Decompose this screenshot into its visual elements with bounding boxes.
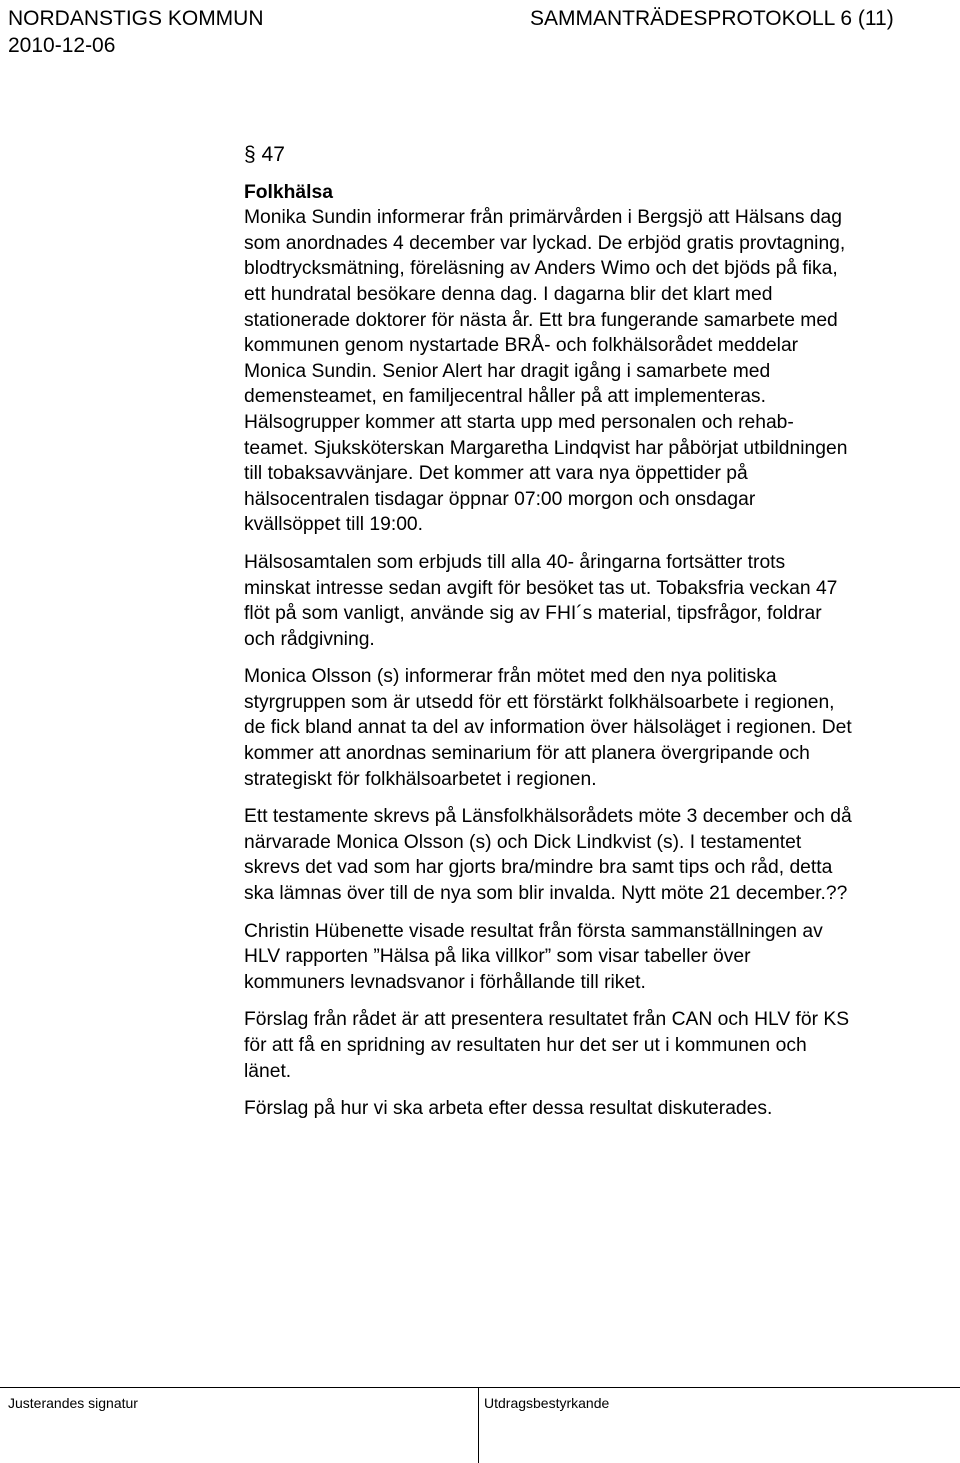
paragraph <box>244 1007 944 1084</box>
paragraph-line: Monica Sundin. Senior Alert har dragit igång i samarbete med <box>244 360 771 382</box>
paragraph-line: skrevs det vad som har gjorts bra/mindre bra samt tips och råd, detta <box>244 857 833 879</box>
section-title: Folkhälsa <box>244 181 333 203</box>
paragraph <box>244 804 944 906</box>
paragraph-line: ett hundratal besökare denna dag. I dagarna blir det klart med <box>244 283 773 305</box>
paragraph-line: demensteamet, en familjecentral håller på att implementeras. <box>244 386 766 408</box>
paragraph-line: Christin Hübenette visade resultat från första sammanställningen av <box>244 920 823 942</box>
paragraph-line: flöt på som vanligt, använde sig av FHI´s material, tipsfrågor, foldrar <box>244 603 822 625</box>
page-header <box>8 5 924 57</box>
section-number: § 47 <box>244 143 285 166</box>
footer-divider <box>478 1387 479 1463</box>
extract-label: Utdragsbestyrkande <box>484 1395 610 1411</box>
paragraph-line: kommuners levnadsvanor i förhållande till riket. <box>244 971 646 993</box>
paragraph-line: blodtrycksmätning, föreläsning av Anders Wimo och det bjöds på fika, <box>244 258 838 280</box>
paragraph-line: Monika Sundin informerar från primärvården i Bergsjö att Hälsans dag <box>244 207 843 229</box>
paragraph <box>244 1096 944 1122</box>
paragraph-line: för att få en spridning av resultaten hur det ser ut i kommunen och <box>244 1035 807 1056</box>
paragraph-list <box>244 205 944 1122</box>
paragraph-line: stationerade doktorer för nästa år. Ett bra fungerande samarbete med <box>244 309 838 331</box>
paragraph-line: som anordnades 4 december var lyckad. De erbjöd gratis provtagning, <box>244 232 846 254</box>
paragraph-line: hälsocentralen tisdagar öppnar 07:00 morgon och onsdagar <box>244 488 756 510</box>
paragraph-line: närvarade Monica Olsson (s) och Dick Lindkvist (s). I testamentet <box>244 831 802 853</box>
paragraph-line: de fick bland annat ta del av information över hälsoläget i regionen. Det <box>244 717 852 739</box>
meeting-date: 2010-12-06 <box>8 34 116 57</box>
signature-label: Justerandes signatur <box>8 1395 138 1411</box>
paragraph <box>244 205 944 538</box>
paragraph-line: ska lämnas över till de nya som blir invalda. Nytt möte 21 december.?? <box>244 883 848 905</box>
paragraph-line: teamet. Sjuksköterskan Margaretha Lindqvist har påbörjat utbildningen <box>244 437 848 459</box>
paragraph-line: minskat intresse sedan avgift för besöket tas ut. Tobaksfria veckan 47 <box>244 577 838 599</box>
paragraph <box>244 664 944 792</box>
paragraph-line: Hälsosamtalen som erbjuds till alla 40- åringarna fortsätter trots <box>244 551 786 573</box>
paragraph <box>244 550 944 652</box>
paragraph-line: länet. <box>244 1060 292 1082</box>
paragraph <box>244 919 944 996</box>
document-title: SAMMANTRÄDESPROTOKOLL 6 (11) <box>530 7 894 30</box>
paragraph-line: Monica Olsson (s) informerar från mötet med den nya politiska <box>244 666 777 688</box>
paragraph-line: kommunen genom nystartade BRÅ- och folkhälsorådet meddelar <box>244 335 799 357</box>
organization-name: NORDANSTIGS KOMMUN <box>8 7 264 30</box>
paragraph-line: och rådgivning. <box>244 628 375 650</box>
footer-rule <box>0 1387 960 1388</box>
paragraph-line: Förslag från rådet är att presentera resultatet från CAN och HLV för KS <box>244 1009 850 1031</box>
paragraph-line: Förslag på hur vi ska arbeta efter dessa resultat diskuterades. <box>244 1098 773 1120</box>
paragraph-line: kommer att anordnas seminarium för att planera övergripande och <box>244 743 810 765</box>
paragraph-line: styrgruppen som är utsedd för ett förstärkt folkhälsoarbete i regionen, <box>244 691 835 713</box>
paragraph-line: Hälsogrupper kommer att starta upp med personalen och rehab- <box>244 411 794 433</box>
paragraph-line: till tobaksavvänjare. Det kommer att vara nya öppettider på <box>244 463 748 485</box>
page-footer <box>0 1387 960 1463</box>
paragraph-line: Ett testamente skrevs på Länsfolkhälsorådets möte 3 december och då <box>244 806 852 828</box>
paragraph-line: strategiskt för folkhälsoarbetet i regionen. <box>244 768 597 790</box>
paragraph-line: HLV rapporten ”Hälsa på lika villkor” som visar tabeller över <box>244 946 751 968</box>
paragraph-line: kvällsöppet till 19:00. <box>244 514 423 536</box>
protocol-content <box>244 142 944 1134</box>
